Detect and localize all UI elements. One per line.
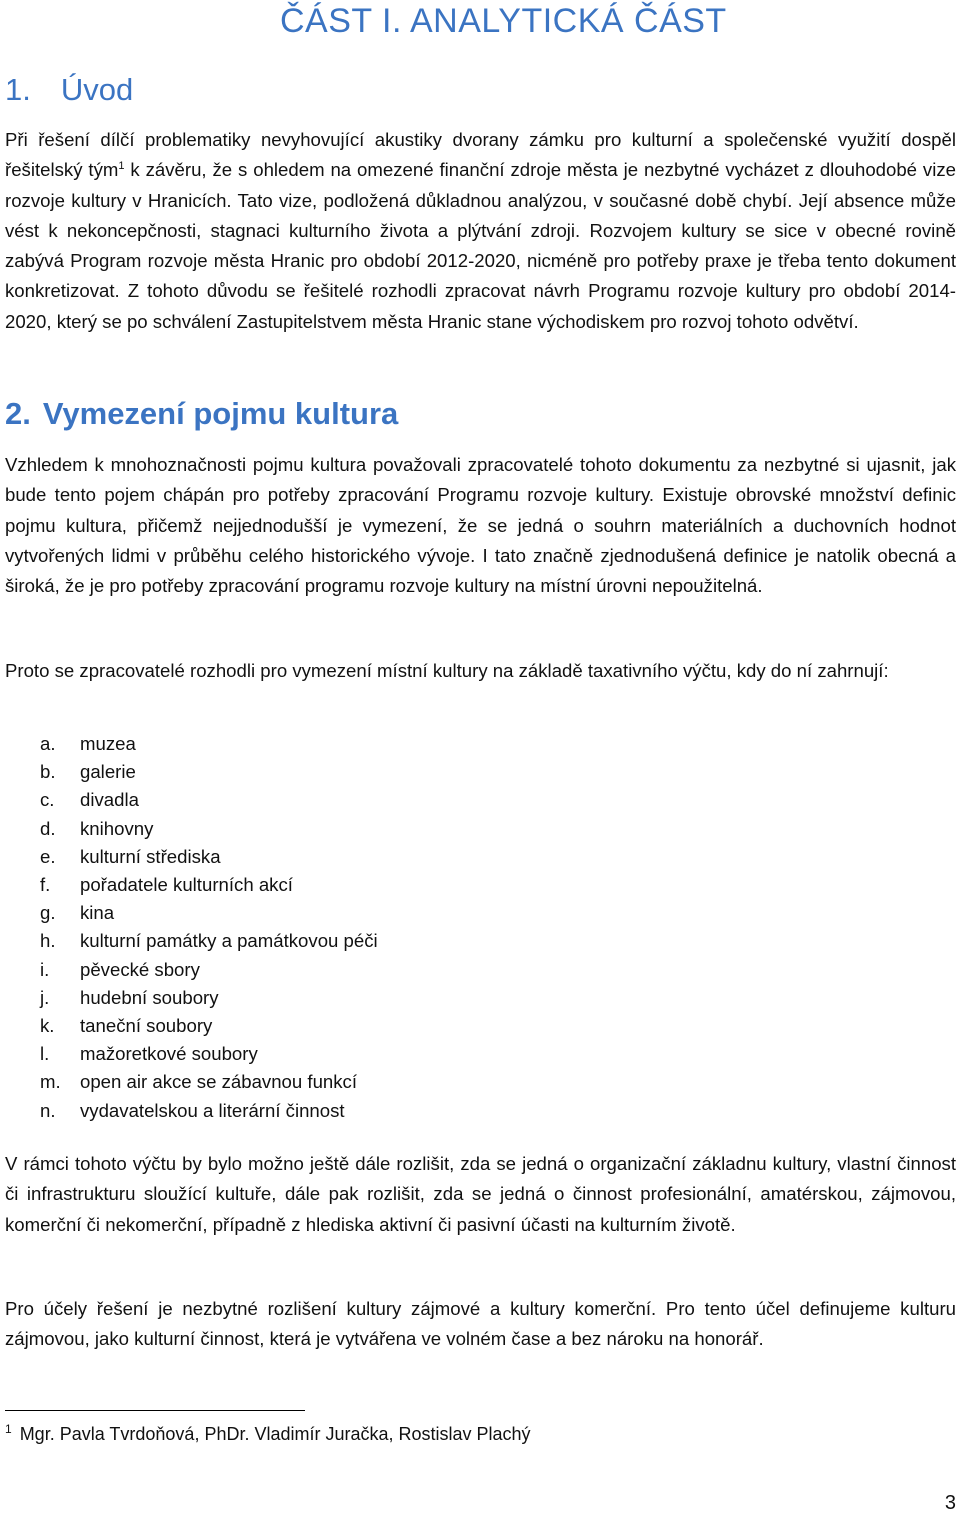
definition-interest-culture-paragraph: Pro účely řešení je nezbytné rozlišení kultury zájmové a kultury komerční. Pro tento účel definujeme kulturu zájmovou, jako kulturní činnost, která je vytvářena ve volném čase a bez nároku na honorář. [5,1298,956,1350]
list-marker: e. [40,845,56,867]
list-marker: l. [40,1043,50,1065]
list-item [40,871,378,899]
list-marker: n. [40,1099,56,1121]
list-item-text: taneční soubory [80,1015,213,1037]
part-title: ČÁST I. ANALYTICKÁ ČÁST [280,2,727,40]
intro-paragraph [5,125,956,337]
list-item [40,1068,378,1096]
list-marker: c. [40,789,55,811]
list-item-text: knihovny [80,817,154,839]
footnote [5,1420,531,1448]
section-2-number: 2. [5,396,31,431]
page-number: 3 [944,1492,956,1514]
list-item [40,1040,378,1068]
list-item-text: galerie [80,761,136,783]
list-marker: f. [40,874,51,896]
list-item-text: muzea [80,733,136,754]
distinction-paragraph: V rámci tohoto výčtu by bylo možno ještě dále rozlišit, zda se jedná o organizační základnu kultury, vlastní činnost či infrastrukturu sloužící kultuře, dále pak rozlišit, zda se jedná o činnost profesionální, amatérskou, zájmovou, komerční či nekomerční, případně z hlediska aktivní či pasivní účasti na kulturním životě. [5,1153,956,1235]
list-marker: d. [40,817,56,839]
list-item [40,815,378,843]
list-item [40,843,378,871]
list-marker: k. [40,1015,55,1037]
footnote-separator [5,1410,305,1411]
list-item [40,1012,378,1040]
list-item-text: kulturní střediska [80,845,221,867]
list-item [40,758,378,786]
list-item [40,927,378,955]
list-item-text: mažoretkové soubory [80,1043,258,1065]
list-item [40,786,378,814]
list-item-text: kina [80,902,115,924]
list-marker: j. [40,986,50,1008]
list-item-text: kulturní památky a památkovou péči [80,930,378,952]
footnote-reference[interactable]: 1 [118,160,125,173]
section-1-heading [5,72,133,108]
list-item [40,956,378,984]
list-item [40,899,378,927]
list-item [40,730,378,758]
intro-paragraph-part-b: k závěru, že s ohledem na omezené finanční zdroje města je nezbytné vycházet z dlouhodobé vize rozvoje kultury v Hranicích. Tato vize, podložená důkladnou analýzou, v současné době chybí. Její absence může vést k nekoncepčnosti, stagnaci kulturního života a plýtvání zdroji. Rozvojem kultury se sice v obecné rovině zabývá Program rozvoje města Hranic pro období 2012-2020, nicméně pro potřeby praxe je třeba tento dokument konkretizovat. Z tohoto důvodu se řešitelé rozhodli zpracovat návrh Programu rozvoje kultury pro období 2014-2020, který se po schválení Zastupitelstvem města Hranic stane východiskem pro rozvoj tohoto odvětví. [5,159,956,332]
section-2-title: Vymezení pojmu kultura [42,396,399,431]
footnote-text: Mgr. Pavla Tvrdoňová, PhDr. Vladimír Juračka, Rostislav Plachý [19,1424,531,1444]
culture-categories-list [40,730,378,1125]
section-1-number: 1. [5,72,31,107]
list-item-text: vydavatelskou a literární činnost [80,1099,345,1121]
list-marker: g. [40,902,56,924]
section-2-heading [5,396,398,432]
list-item-text: pěvecké sbory [80,958,200,980]
list-marker: i. [40,958,50,980]
enumeration-intro-paragraph: Proto se zpracovatelé rozhodli pro vymezení místní kultury na základě taxativního výčtu, kdy do ní zahrnují: [5,660,889,681]
list-item-text: hudební soubory [80,986,219,1008]
list-item-text: pořadatele kulturních akcí [80,874,293,896]
list-item-text: open air akce se zábavnou funkcí [80,1071,358,1093]
section-1-title: Úvod [60,72,134,107]
list-item [40,984,378,1012]
intro-paragraph-part-a: Při řešení dílčí problematiky nevyhovující akustiky dvorany zámku pro kulturní a společenské využití dospěl řešitelský tým [5,129,956,181]
list-marker: b. [40,761,56,783]
list-marker: h. [40,930,56,952]
list-marker: m. [40,1071,61,1093]
list-item-text: divadla [80,789,139,811]
list-marker: a. [40,733,56,754]
definition-paragraph: Vzhledem k mnohoznačnosti pojmu kultura považovali zpracovatelé tohoto dokumentu za nezbytné si ujasnit, jak bude tento pojem chápán pro potřeby zpracování Programu rozvoje kultury. Existuje obrovské množství definic pojmu kultura, přičemž nejjednodušší je vymezení, že se jedná o souhrn materiálních a duchovních hodnot vytvořených lidmi v průběhu celého historického vývoje. I tato značně zjednodušená definice je natolik obecná a široká, že je pro potřeby zpracování programu rozvoje kultury na místní úrovni nepoužitelná. [5,454,956,597]
list-item [40,1097,378,1125]
footnote-marker: 1 [5,1422,12,1436]
